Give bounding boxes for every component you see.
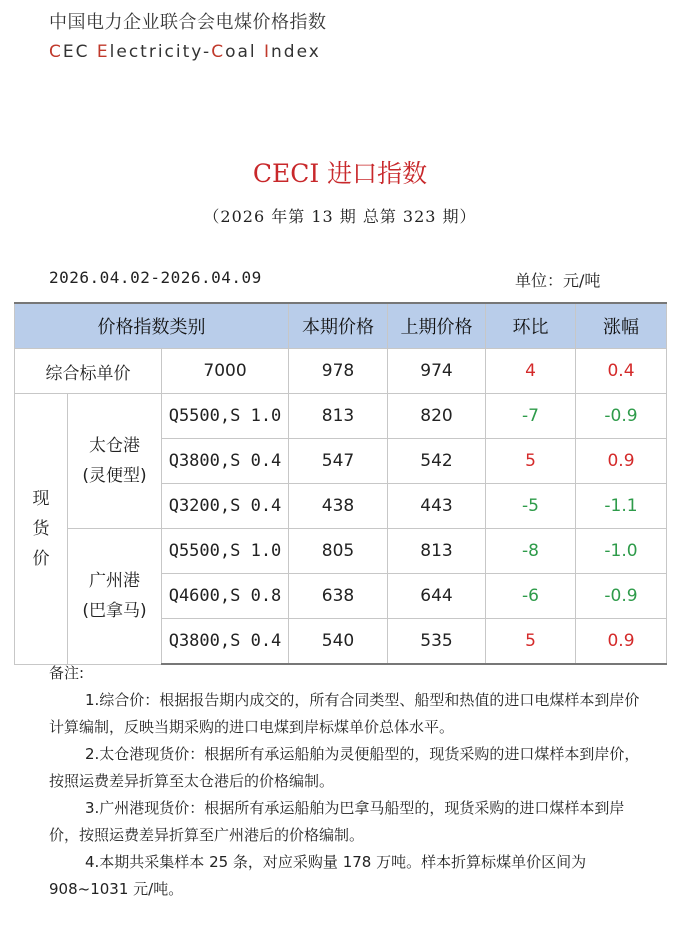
header-previous: 上期价格 (388, 303, 486, 349)
row-mom: -5 (486, 484, 576, 529)
header-current: 本期价格 (289, 303, 388, 349)
composite-change: 0.4 (576, 349, 667, 394)
header-category: 价格指数类别 (15, 303, 289, 349)
note-item: 1.综合价：根据报告期内成交的，所有合同类型、船型和热值的进口电煤样本到岸价计算编制，反映当期采购的进口电煤到岸标煤单价总体水平。 (49, 691, 640, 736)
row-current-price: 547 (289, 439, 388, 484)
row-change: -1.0 (576, 529, 667, 574)
table-row (15, 349, 667, 394)
row-current-price: 805 (289, 529, 388, 574)
org-name-en-part: E (96, 42, 110, 62)
port-vessel-type: (灵便型) (82, 466, 147, 486)
org-name-en-part: ndex (271, 42, 321, 62)
row-previous-price: 644 (388, 574, 486, 619)
report-title: CECI 进口指数 (252, 159, 428, 188)
header-mom: 环比 (486, 303, 576, 349)
row-spec: Q4600,S 0.8 (162, 574, 289, 619)
port-vessel-type: (巴拿马) (82, 601, 147, 622)
table-row (15, 529, 667, 574)
notes-section (49, 660, 649, 903)
spot-price-label-char: 价 (32, 548, 50, 569)
row-change: -1.1 (576, 484, 667, 529)
row-current-price: 540 (289, 619, 388, 665)
composite-mom: 4 (486, 349, 576, 394)
row-spec: Q5500,S 1.0 (162, 394, 289, 439)
spot-price-label-char: 现 (32, 488, 50, 509)
notes-heading: 备注: (49, 664, 85, 682)
org-name-cn: 中国电力企业联合会电煤价格指数 (49, 12, 327, 33)
composite-label: 综合标单价 (15, 349, 162, 394)
port-label (68, 529, 162, 665)
row-spec: Q3800,S 0.4 (162, 619, 289, 665)
row-previous-price: 443 (388, 484, 486, 529)
row-change: 0.9 (576, 439, 667, 484)
note-item: 3.广州港现货价：根据所有承运船舶为巴拿马船型的，现货采购的进口煤样本到岸价，按照运费差异折算至广州港后的价格编制。 (49, 799, 625, 844)
row-spec: Q3200,S 0.4 (162, 484, 289, 529)
composite-current: 978 (289, 349, 388, 394)
report-issue: （2026 年第 13 期 总第 323 期） (203, 207, 477, 226)
row-previous-price: 542 (388, 439, 486, 484)
row-change: -0.9 (576, 394, 667, 439)
row-current-price: 813 (289, 394, 388, 439)
row-previous-price: 535 (388, 619, 486, 665)
org-name-en-part: oal (225, 42, 265, 62)
org-name-en-part: I (264, 42, 272, 62)
price-index-table (14, 302, 667, 665)
org-name-en-part: C (49, 42, 63, 62)
org-name-en (49, 42, 321, 62)
row-mom: -6 (486, 574, 576, 619)
table-header-row (15, 303, 667, 349)
row-mom: 5 (486, 439, 576, 484)
note-item: 2.太仓港现货价：根据所有承运船舶为灵便船型的，现货采购的进口煤样本到岸价，按照运费差异折算至太仓港后的价格编制。 (49, 745, 640, 790)
composite-spec: 7000 (162, 349, 289, 394)
spot-price-label (15, 394, 68, 665)
row-spec: Q5500,S 1.0 (162, 529, 289, 574)
org-name-en-part: C (211, 42, 226, 62)
row-mom: -8 (486, 529, 576, 574)
header-change: 涨幅 (576, 303, 667, 349)
row-mom: 5 (486, 619, 576, 665)
report-period: 2026.04.02-2026.04.09 (49, 268, 262, 287)
port-name: 太仓港 (89, 436, 140, 456)
port-name: 广州港 (89, 571, 140, 592)
org-name-en-part: EC (62, 42, 97, 62)
spot-price-label-char: 货 (32, 518, 50, 539)
row-spec: Q3800,S 0.4 (162, 439, 289, 484)
row-current-price: 438 (289, 484, 388, 529)
org-name-en-part: lectricity- (109, 42, 212, 62)
port-label (68, 394, 162, 529)
row-mom: -7 (486, 394, 576, 439)
row-change: 0.9 (576, 619, 667, 665)
table-row (15, 394, 667, 439)
row-change: -0.9 (576, 574, 667, 619)
unit-label: 单位：元/吨 (515, 271, 601, 290)
row-previous-price: 820 (388, 394, 486, 439)
row-previous-price: 813 (388, 529, 486, 574)
row-current-price: 638 (289, 574, 388, 619)
note-item: 4.本期共采集样本 25 条，对应采购量 178 万吨。样本折算标煤单价区间为908~1031 元/吨。 (49, 853, 587, 898)
composite-previous: 974 (388, 349, 486, 394)
